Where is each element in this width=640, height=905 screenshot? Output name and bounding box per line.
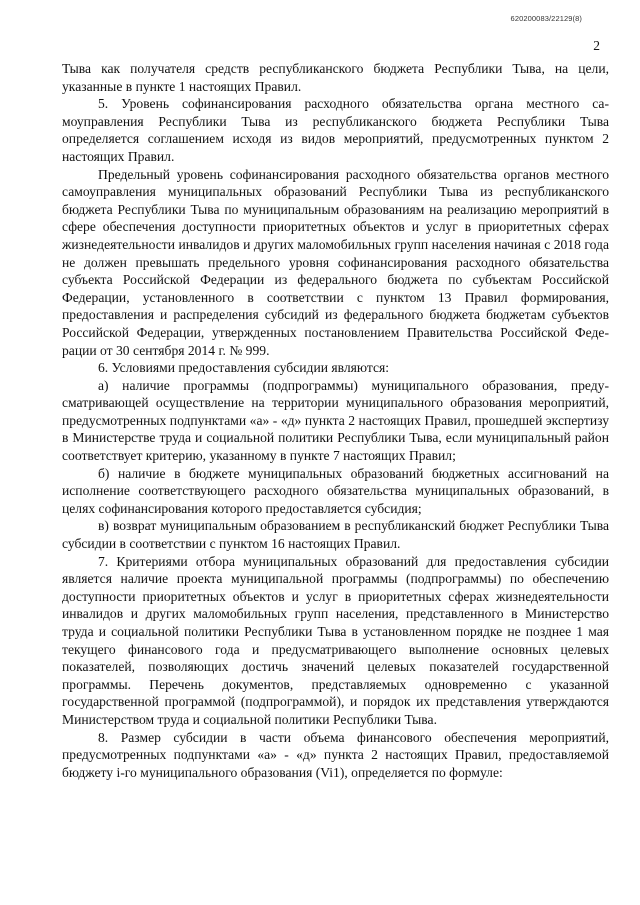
paragraph-item-5: 5. Уровень софинансирования расходного обязательства органа местного самоуправления Республики Тыва из республиканского бюджета Республики Тыва определяется соглашением исходя из видов мероприятий, предусмотренных пунктом 2 настоящих Правил. — [62, 96, 609, 164]
paragraph-max-cofinancing: Предельный уровень софинансирования расходного обязательства органов местного самоуправления муниципальных образований Республики Тыва из республиканского бюджета Республики Тыва по муниципальным образованиям на реализацию мероприятий в сфере обеспечения доступности приоритетных объектов и услуг в приоритетных сферах жизнедеятельности инвалидов и других маломобильных групп населения начиная с 2018 года не должен превышать предельного уровня софинансирования расходного обязательства субъекта Российской Федерации из федерального бюджета по субъектам Российской Федерации, установленного в соответствии с пунктом 13 Правил формирования, предоставления и распределения субсидий из федерального бюджета бюджетам субъектов Российской Федерации, утвержденных постановлением Правительства Российской Федерации от 30 сентября 2014 г. № 999. — [62, 166, 609, 358]
paragraph-item-6a: а) наличие программы (подпрограммы) муниципального образования, предусматривающей осуществление на территории муниципального образования мероприятий, предусмотренных подпунктами «а» - «д» пункта 2 настоящих Правил, прошедшей экспертизу в Министерстве труда и социальной политики Республики Тыва, если муниципальный район соответствует критерию, указанному в пункте 7 настоящих Правил; — [62, 377, 609, 464]
paragraph-continuation: Тыва как получателя средств республиканского бюджета Республики Тыва, на цели, указанные в пункте 1 настоящих Правил. — [62, 61, 609, 94]
paragraph-item-6b: б) наличие в бюджете муниципальных образований бюджетных ассигнований на исполнение соответствующего расходного обязательства муниципальных образований, в целях софинансирования которого предоставляется субсидия; — [62, 465, 609, 516]
document-registration-code: 620200083/22129(8) — [510, 14, 582, 23]
paragraph-item-7: 7. Критериями отбора муниципальных образований для предоставления субсидии является наличие проекта муниципальной программы (подпрограммы) по обеспечению доступности приоритетных объектов и услуг в приоритетных сферах жизнедеятельности инвалидов и других маломобильных групп населения, представленного в Министерство труда и социальной политики Республики Тыва в установленном порядке не позднее 1 мая текущего финансового года и предусматривающего выполнение основных целевых показателей, позволяющих достичь значений целевых показателей государственной программы. Перечень документов, представляемых одновременно с указанной государственной программой (подпрограммой), и порядок их представления утверждаются Министерством труда и социальной политики Республики Тыва. — [62, 553, 609, 727]
page-number: 2 — [593, 38, 600, 53]
paragraph-item-6v: в) возврат муниципальным образованием в республиканский бюджет Республики Тыва субсидии в соответствии с пунктом 16 настоящих Правил. — [62, 518, 609, 552]
document-body — [62, 60, 609, 781]
paragraph-item-6: 6. Условиями предоставления субсидии являются: — [98, 360, 390, 376]
paragraph-item-8: 8. Размер субсидии в части объема финансового обеспечения мероприятий, предусмотренных подпунктами «а» - «д» пункта 2 настоящих Правил, предоставляемой бюджету i-го муниципального образования (Vi1), определяется по формуле: — [62, 729, 609, 780]
